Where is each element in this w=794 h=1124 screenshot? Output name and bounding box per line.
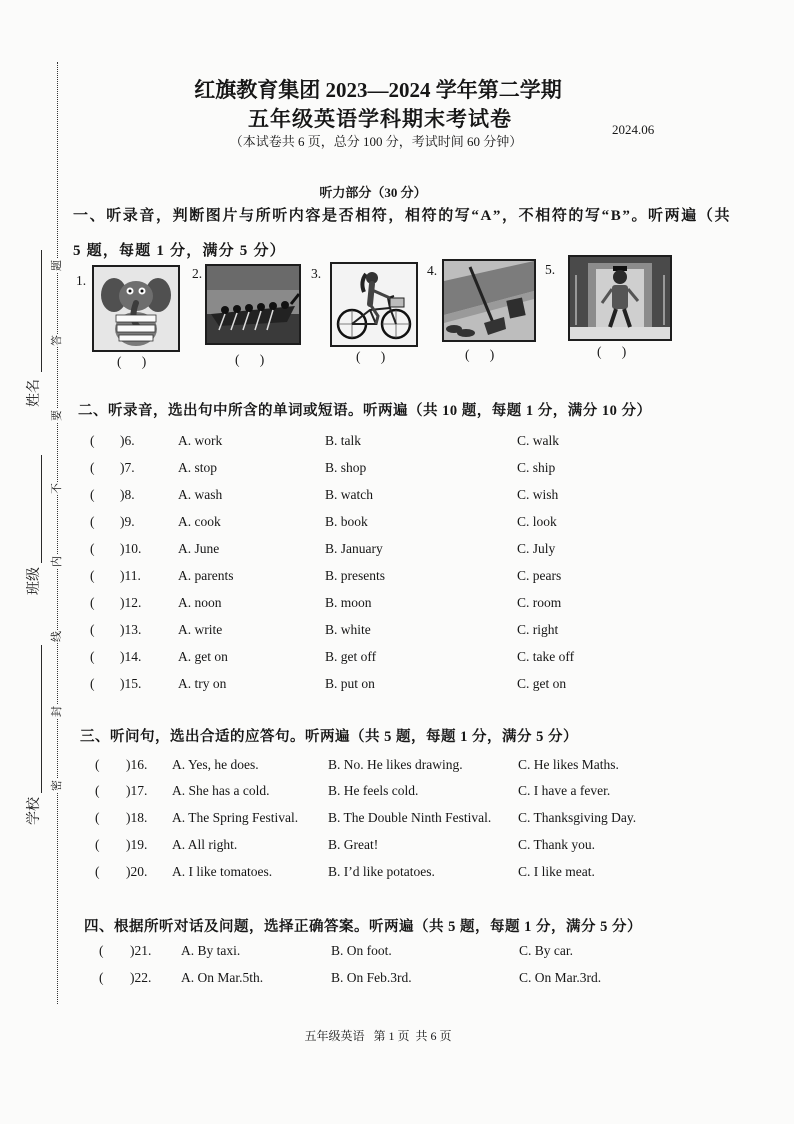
option-a: A. On Mar.5th. — [181, 970, 264, 985]
section2-heading: 二、听录音，选出句中所含的单词或短语。听两遍（共 10 题，每题 1 分，满分 10 分） — [78, 403, 652, 419]
seal-char: 内 — [51, 556, 63, 567]
exam-note: （本试卷共 6 页，总分 100 分，考试时间 60 分钟） — [229, 134, 523, 149]
seal-char: 不 — [51, 483, 63, 494]
option-a: A. cook — [178, 514, 221, 529]
question-row — [0, 782, 794, 800]
option-c: C. Thanksgiving Day. — [518, 810, 637, 825]
option-a: A. write — [178, 622, 223, 637]
seal-char: 封 — [51, 706, 63, 717]
option-a: A. wash — [178, 487, 223, 502]
answer-blank-open: ( — [90, 595, 95, 610]
option-b: B. On foot. — [331, 943, 392, 958]
exam-date: 2024.06 — [612, 122, 655, 137]
question-number: )13. — [120, 622, 142, 637]
question-row — [0, 809, 794, 827]
option-a: A. try on — [178, 676, 227, 691]
question-row — [0, 648, 794, 666]
answer-blank-open: ( — [90, 514, 95, 529]
answer-blank-open: ( — [90, 568, 95, 583]
option-a: A. The Spring Festival. — [172, 810, 299, 825]
option-a: A. Yes, he does. — [172, 757, 259, 772]
option-c: C. get on — [517, 676, 567, 691]
option-c: C. look — [517, 514, 557, 529]
option-c: C. By car. — [519, 943, 573, 958]
option-a: A. work — [178, 433, 223, 448]
option-b: B. No. He likes drawing. — [328, 757, 463, 772]
seal-char: 线 — [51, 631, 63, 642]
answer-blank-open: ( — [90, 622, 95, 637]
question-row — [0, 836, 794, 854]
option-c: C. ship — [517, 460, 556, 475]
question-row — [0, 621, 794, 639]
option-b: B. I’d like potatoes. — [328, 864, 435, 879]
answer-blank-open: ( — [99, 943, 104, 958]
picture-number: 5. — [545, 262, 556, 277]
seal-char: 密 — [51, 780, 63, 791]
person-at-door-picture — [568, 255, 672, 341]
option-c: C. July — [517, 541, 556, 556]
option-c: C. walk — [517, 433, 559, 448]
answer-blank-open: ( — [95, 864, 100, 879]
question-number: )7. — [120, 460, 135, 475]
question-row — [0, 756, 794, 774]
section1-heading-cont: 5 题，每题 1 分，满分 5 分） — [73, 243, 286, 259]
option-c: C. He likes Maths. — [518, 757, 619, 772]
question-number: )6. — [120, 433, 135, 448]
question-number: )18. — [126, 810, 148, 825]
answer-blank-open: ( — [95, 810, 100, 825]
picture-number: 1. — [76, 273, 87, 288]
option-c: C. pears — [517, 568, 562, 583]
picture-number: 2. — [192, 266, 203, 281]
bandaged-elephant-picture — [92, 265, 180, 352]
option-b: B. The Double Ninth Festival. — [328, 810, 492, 825]
answer-blank-open: ( — [90, 487, 95, 502]
option-a: A. parents — [178, 568, 234, 583]
option-c: C. Thank you. — [518, 837, 595, 852]
question-row — [0, 594, 794, 612]
question-row — [0, 432, 794, 450]
option-b: B. white — [325, 622, 371, 637]
answer-blank-open: ( — [90, 649, 95, 664]
answer-blank-open: ( — [95, 837, 100, 852]
answer-blank: ( ) — [117, 354, 147, 369]
picture-number: 4. — [427, 263, 438, 278]
section4-heading: 四、根据所听对话及问题，选择正确答案。听两遍（共 5 题，每题 1 分，满分 5 分） — [84, 919, 642, 935]
option-c: C. On Mar.3rd. — [519, 970, 602, 985]
option-b: B. watch — [325, 487, 373, 502]
exam-title-line2: 五年级英语学科期末考试卷 — [248, 107, 512, 131]
seal-char: 题 — [51, 260, 63, 271]
seal-char: 答 — [51, 335, 63, 346]
option-c: C. wish — [517, 487, 559, 502]
question-number: )12. — [120, 595, 142, 610]
answer-blank: ( ) — [235, 352, 265, 367]
answer-blank-open: ( — [90, 676, 95, 691]
question-number: )8. — [120, 487, 135, 502]
option-a: A. By taxi. — [181, 943, 241, 958]
answer-blank-open: ( — [90, 433, 95, 448]
question-row — [0, 486, 794, 504]
question-row — [0, 942, 794, 960]
option-b: B. get off — [325, 649, 377, 664]
picture-number: 3. — [311, 266, 322, 281]
option-b: B. January — [325, 541, 383, 556]
name-label: 姓名 — [27, 379, 42, 407]
page-footer: 五年级英语 第 1 页 共 6 页 — [304, 1029, 452, 1043]
answer-blank: ( ) — [356, 349, 386, 364]
option-b: B. talk — [325, 433, 361, 448]
dragon-boat-picture — [205, 264, 301, 345]
option-a: A. noon — [178, 595, 222, 610]
option-c: C. room — [517, 595, 562, 610]
option-b: B. He feels cold. — [328, 783, 419, 798]
question-number: )16. — [126, 757, 148, 772]
answer-blank-open: ( — [99, 970, 104, 985]
section1-heading: 一、听录音，判断图片与所听内容是否相符，相符的写“A”，不相符的写“B”。听两遍（共 — [73, 208, 732, 224]
question-number: )14. — [120, 649, 142, 664]
option-c: C. I like meat. — [518, 864, 595, 879]
option-b: B. put on — [325, 676, 375, 691]
question-number: )10. — [120, 541, 142, 556]
option-c: C. right — [517, 622, 559, 637]
question-number: )19. — [126, 837, 148, 852]
answer-blank-open: ( — [90, 541, 95, 556]
answer-blank-open: ( — [90, 460, 95, 475]
option-a: A. I like tomatoes. — [172, 864, 273, 879]
sweeping-floor-picture — [442, 259, 536, 342]
section3-heading: 三、听问句，选出合适的应答句。听两遍（共 5 题，每题 1 分，满分 5 分） — [80, 729, 578, 745]
option-a: A. She has a cold. — [172, 783, 270, 798]
option-a: A. stop — [178, 460, 218, 475]
answer-blank-open: ( — [95, 783, 100, 798]
answer-blank: ( ) — [597, 344, 627, 359]
question-row — [0, 513, 794, 531]
question-number: )11. — [120, 568, 141, 583]
option-b: B. On Feb.3rd. — [331, 970, 412, 985]
question-row — [0, 969, 794, 987]
option-c: C. I have a fever. — [518, 783, 611, 798]
answer-blank: ( ) — [465, 347, 495, 362]
question-number: )9. — [120, 514, 135, 529]
question-number: )20. — [126, 864, 148, 879]
option-b: B. shop — [325, 460, 367, 475]
name-write-line — [41, 250, 42, 372]
seal-char: 要 — [51, 410, 63, 421]
question-number: )17. — [126, 783, 148, 798]
question-number: )15. — [120, 676, 142, 691]
option-a: A. June — [178, 541, 220, 556]
exam-title-line1: 红旗教育集团 2023—2024 学年第二学期 — [194, 78, 562, 102]
option-a: A. get on — [178, 649, 228, 664]
answer-blank-open: ( — [95, 757, 100, 772]
question-row — [0, 540, 794, 558]
option-b: B. moon — [325, 595, 372, 610]
question-number: )22. — [130, 970, 152, 985]
question-row — [0, 675, 794, 693]
question-row — [0, 567, 794, 585]
question-row — [0, 459, 794, 477]
option-b: B. book — [325, 514, 368, 529]
question-row — [0, 863, 794, 881]
option-b: B. presents — [325, 568, 385, 583]
option-a: A. All right. — [172, 837, 238, 852]
girl-riding-bike-picture — [330, 262, 418, 347]
class-label: 班级 — [27, 567, 42, 595]
school-label: 学校 — [27, 797, 42, 825]
option-b: B. Great! — [328, 837, 379, 852]
option-c: C. take off — [517, 649, 575, 664]
question-number: )21. — [130, 943, 152, 958]
listening-part-title: 听力部分（30 分） — [319, 185, 427, 200]
